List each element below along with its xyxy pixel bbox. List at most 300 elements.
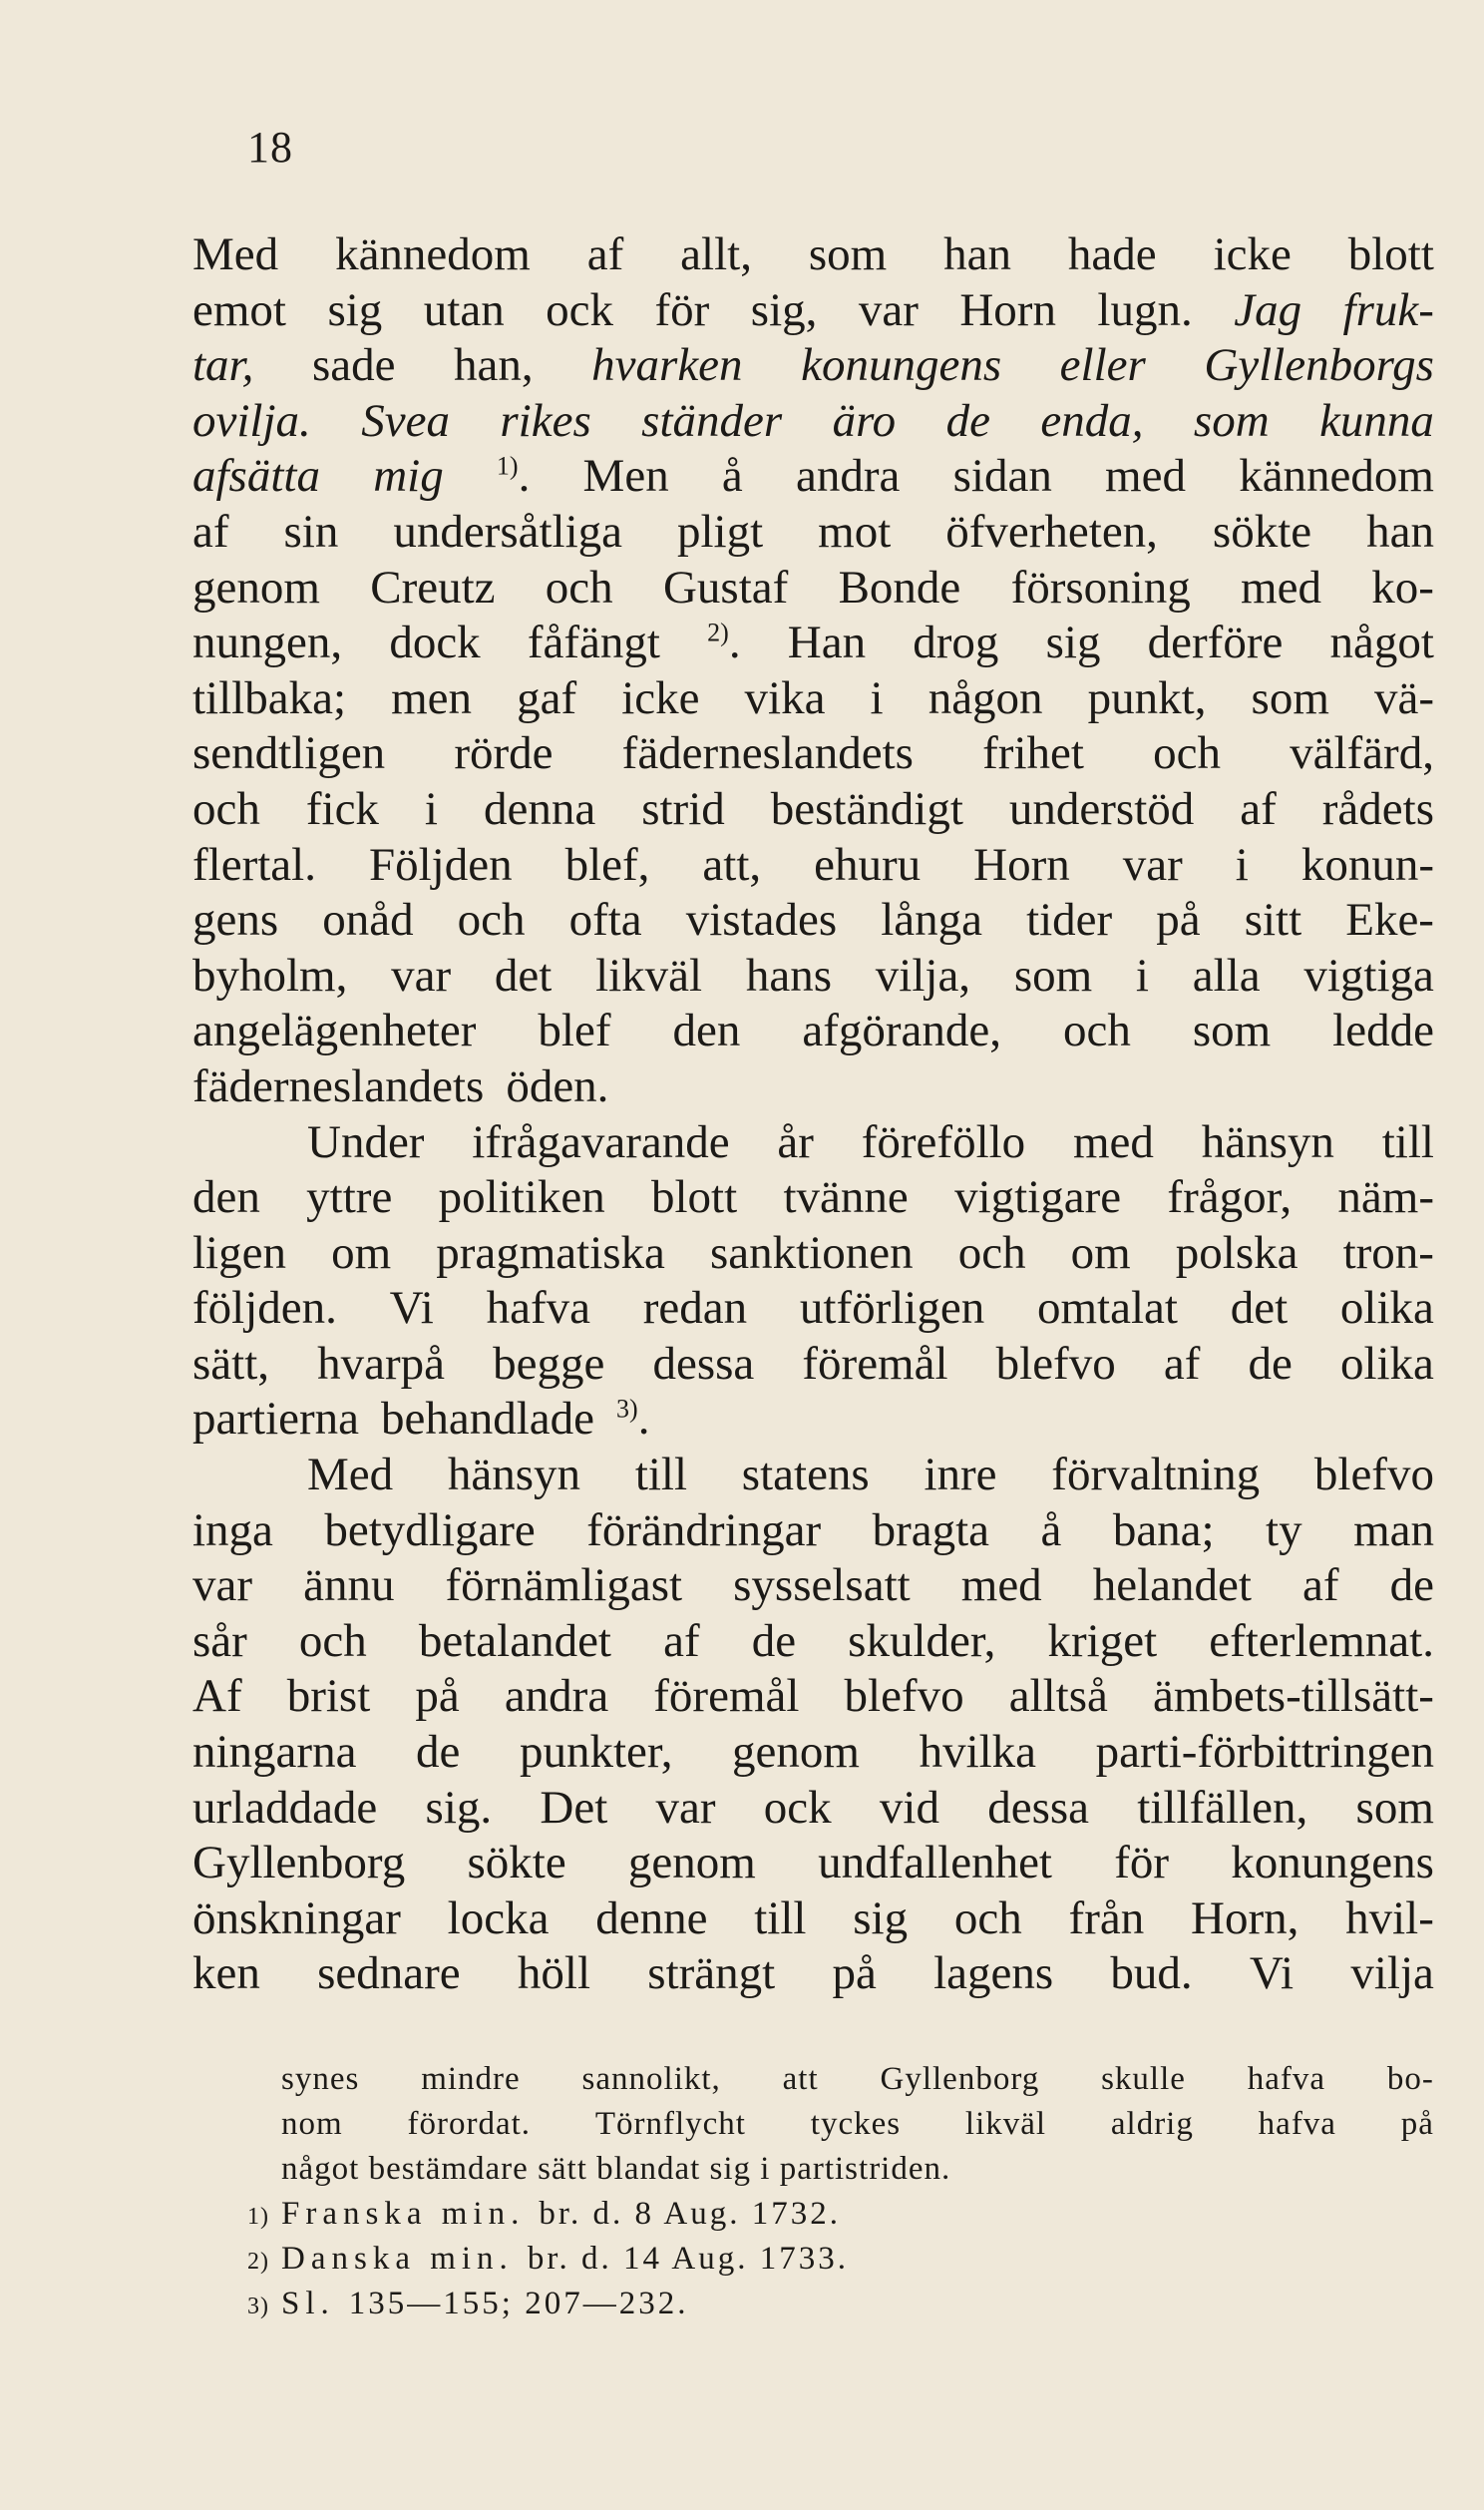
footnote — [189, 2192, 1434, 2237]
word: eller — [1059, 339, 1146, 392]
footnote-word: synes — [281, 2061, 360, 2097]
text-line — [192, 893, 1434, 949]
word: Gyllenborgs — [1204, 339, 1434, 392]
text-line — [192, 338, 1434, 394]
word: föremål — [653, 1670, 800, 1723]
word: rikes — [500, 394, 591, 447]
word: tillfällen, — [1137, 1781, 1308, 1834]
word: men — [391, 671, 473, 724]
word: hänsyn — [1201, 1115, 1334, 1168]
footnote-word: hafva — [1258, 2106, 1336, 2142]
word: statens — [741, 1449, 870, 1501]
word: i — [424, 782, 438, 835]
word: blefvo — [844, 1670, 964, 1723]
word: ofta — [568, 894, 642, 947]
word: och — [957, 1226, 1026, 1279]
word: den — [192, 1171, 260, 1224]
word: föreföllo — [861, 1115, 1026, 1168]
word: olika — [1339, 1337, 1434, 1390]
word: Eke- — [1345, 894, 1434, 947]
footnote-word: hafva — [1247, 2061, 1326, 2097]
word: af — [586, 228, 624, 280]
word: alltså — [1008, 1670, 1108, 1723]
word: icke — [621, 671, 700, 724]
word: begge — [493, 1337, 605, 1390]
word: vigtigare — [954, 1171, 1122, 1224]
word: utförligen — [799, 1282, 985, 1335]
text-line — [192, 1614, 1434, 1670]
footnote-word: mindre — [421, 2061, 521, 2097]
word: fäderneslandets — [192, 1059, 485, 1112]
word: undersåtliga — [393, 505, 623, 558]
word: den — [672, 1005, 741, 1057]
word: behandlade — [381, 1393, 595, 1446]
text-line — [192, 1891, 1434, 1947]
word: vilja — [1350, 1947, 1434, 2000]
word: sig — [853, 1891, 909, 1944]
word: på — [1156, 894, 1201, 947]
text-line — [192, 1781, 1434, 1837]
word: Vi — [389, 1282, 434, 1335]
word: partierna — [192, 1393, 360, 1446]
footnote-source: Sl. — [281, 2286, 335, 2321]
word: tillbaka; — [192, 671, 347, 724]
word: mot — [818, 505, 892, 558]
word: vid — [879, 1781, 939, 1834]
word: af — [1302, 1559, 1339, 1612]
word: till — [634, 1449, 688, 1501]
word: välfärd, — [1290, 727, 1434, 780]
text-line — [192, 1946, 1434, 2002]
word: Gustaf — [662, 561, 789, 614]
word: från — [1068, 1891, 1145, 1944]
word: af — [1163, 1337, 1201, 1390]
word: ämbets-tillsätt- — [1152, 1670, 1434, 1723]
word: skulder, — [848, 1614, 996, 1667]
word: Jag — [1234, 283, 1302, 336]
word: med — [1105, 450, 1186, 503]
footnotes — [189, 2057, 1434, 2326]
word: fäderneslandets — [621, 727, 914, 780]
word: sår — [192, 1614, 247, 1667]
word: locka — [447, 1891, 550, 1944]
word: önskningar — [192, 1891, 401, 1944]
word: och — [1153, 727, 1221, 780]
word: ännu — [303, 1559, 395, 1612]
word: tron- — [1342, 1226, 1434, 1279]
word: Men — [582, 450, 669, 503]
footnote — [189, 2282, 1434, 2326]
word: kriget — [1047, 1614, 1158, 1667]
word: fick — [305, 782, 379, 835]
footnote-line — [189, 2147, 1434, 2192]
word: likväl — [595, 949, 703, 1002]
word: sökte — [467, 1837, 566, 1889]
word: olika — [1339, 1282, 1434, 1335]
word: för — [654, 283, 710, 336]
word: andra — [796, 450, 901, 503]
word: gens — [192, 894, 279, 947]
word: Creutz — [370, 561, 496, 614]
word: Med — [307, 1449, 394, 1501]
word: om — [1070, 1226, 1131, 1279]
footnote-mark: 3) — [247, 2294, 269, 2319]
word: vilja, — [875, 949, 971, 1002]
word: rörde — [454, 727, 554, 780]
word: hade — [1067, 228, 1157, 280]
word: förnämligast — [445, 1559, 683, 1612]
word: Gyllenborg — [192, 1837, 406, 1889]
word: kännedom — [1239, 450, 1434, 503]
word: och — [953, 1891, 1022, 1944]
word: kännedom — [335, 228, 531, 280]
word: konungens — [801, 339, 1002, 392]
word: bana; — [1112, 1503, 1215, 1556]
word: bud. — [1110, 1947, 1193, 2000]
word: ock — [546, 283, 614, 336]
word: polska — [1175, 1226, 1298, 1279]
word: lugn. — [1097, 283, 1193, 336]
word: fruk- — [1342, 283, 1434, 336]
word: strid — [641, 782, 725, 835]
word: pligt — [676, 505, 764, 558]
footnote-reference: br. d. 8 Aug. 1732. — [539, 2196, 842, 2232]
word: ovilja. — [192, 394, 311, 447]
word: sin — [283, 505, 339, 558]
word: Svea — [361, 394, 450, 447]
word: och — [298, 1614, 367, 1667]
word: med — [1073, 1115, 1154, 1168]
word: långa — [881, 894, 982, 947]
word: konun- — [1300, 838, 1434, 891]
word: vika — [744, 671, 826, 724]
word: pragmatiska — [436, 1226, 665, 1279]
word: på — [832, 1947, 877, 2000]
word: omtalat — [1037, 1282, 1178, 1335]
text-line — [192, 1503, 1434, 1559]
text-line — [192, 671, 1434, 727]
word: redan — [642, 1282, 748, 1335]
word: Horn — [973, 838, 1070, 891]
word: andra — [504, 1670, 609, 1723]
word: till — [754, 1891, 807, 1944]
word: det — [494, 949, 553, 1002]
word: och — [457, 894, 526, 947]
word: frågor, — [1167, 1171, 1293, 1224]
word: konungens — [1231, 1837, 1434, 1889]
word: som — [808, 228, 888, 280]
word: fåfängt — [527, 617, 660, 669]
text-line — [192, 616, 1434, 671]
word: man — [1353, 1503, 1434, 1556]
word: tar, — [192, 339, 254, 392]
text-line — [192, 1059, 1434, 1115]
word: ifrågavarande — [472, 1115, 730, 1168]
word: blef — [538, 1005, 611, 1057]
word: genom — [732, 1726, 860, 1779]
text-line — [192, 1226, 1434, 1282]
word: ligen — [192, 1226, 286, 1279]
footnote-mark: 1) — [247, 2204, 269, 2230]
text-line — [192, 838, 1434, 894]
footnote-word: nom — [281, 2106, 343, 2142]
word: understöd — [1008, 782, 1195, 835]
word: hvarpå — [317, 1337, 446, 1390]
word: dessa — [652, 1337, 755, 1390]
word: blott — [1347, 228, 1434, 280]
text-line — [192, 1337, 1434, 1393]
word: å — [721, 450, 743, 503]
word: icke — [1213, 228, 1292, 280]
word: undfallenhet — [818, 1837, 1052, 1889]
word: lagens — [933, 1947, 1054, 2000]
word: sätt, — [192, 1337, 270, 1390]
word: afsätta — [192, 450, 320, 503]
word: genom — [192, 561, 320, 614]
word: onåd — [322, 894, 414, 947]
word: i — [1135, 949, 1149, 1002]
word: höll — [517, 1947, 591, 2000]
word: denna — [483, 782, 596, 835]
word: var — [192, 1559, 253, 1612]
word: tider — [1026, 894, 1113, 947]
word: som — [1355, 1781, 1434, 1834]
word: sig. — [425, 1781, 493, 1834]
footnote-line — [189, 2057, 1434, 2102]
word: beständigt — [770, 782, 963, 835]
word: $^{2)}$. — [707, 617, 741, 669]
word: frihet — [982, 727, 1084, 780]
text-line — [192, 1669, 1434, 1725]
word: $^{3)}$. — [616, 1393, 650, 1446]
text-line — [192, 1558, 1434, 1614]
word: alla — [1192, 949, 1261, 1002]
word: sökte — [1212, 505, 1312, 558]
footnote-source: Franska min. — [281, 2196, 526, 2232]
word: brist — [286, 1670, 371, 1723]
word: tvänne — [783, 1171, 909, 1224]
footnote-mark: 2) — [247, 2249, 269, 2275]
word: Han — [787, 617, 867, 669]
text-line — [192, 1392, 1434, 1448]
word: af — [1240, 782, 1277, 835]
word: sendtligen — [192, 727, 386, 780]
word: Följden — [368, 838, 513, 891]
word: ty — [1266, 1503, 1302, 1556]
word: mig — [373, 450, 444, 503]
word: kunna — [1319, 394, 1434, 447]
word: blef, — [564, 838, 650, 891]
word: urladdade — [192, 1781, 378, 1834]
text-line — [192, 394, 1434, 450]
text-line — [192, 1281, 1434, 1337]
word: punkter, — [520, 1726, 673, 1779]
footnote-line — [189, 2102, 1434, 2147]
text-line — [192, 726, 1434, 782]
word: Horn — [959, 283, 1056, 336]
footnote-word: sannolikt, — [581, 2061, 721, 2097]
word: de — [751, 1614, 797, 1667]
word: hans — [745, 949, 833, 1002]
word: enda, — [1040, 394, 1144, 447]
word: som — [1193, 394, 1270, 447]
word: parti-förbittringen — [1095, 1726, 1434, 1779]
word: hvil- — [1345, 1891, 1434, 1944]
word: och — [192, 782, 260, 835]
word: af — [192, 505, 229, 558]
word: afgörande, — [802, 1005, 1001, 1057]
word: de — [1389, 1559, 1434, 1612]
word: sednare — [317, 1947, 461, 2000]
word: strängt — [647, 1947, 776, 2000]
word: som — [1251, 671, 1329, 724]
word: betalandet — [418, 1614, 611, 1667]
footnote-word: på — [1400, 2106, 1434, 2142]
word: sysselsatt — [733, 1559, 911, 1612]
word: dessa — [987, 1781, 1090, 1834]
word: något — [1329, 617, 1434, 669]
word: ningarna — [192, 1726, 357, 1779]
word: $^{1)}$. — [496, 450, 531, 503]
word: Med — [192, 228, 279, 280]
word: i — [870, 671, 884, 724]
word: förändringar — [586, 1503, 822, 1556]
word: han, — [454, 339, 534, 392]
word: denne — [595, 1891, 708, 1944]
footnote-word: Törnflycht — [594, 2106, 746, 2142]
footnote-word: skulle — [1101, 2061, 1186, 2097]
word: till — [1381, 1115, 1434, 1168]
word: vä- — [1373, 671, 1434, 724]
word: som — [1013, 949, 1093, 1002]
footnote — [189, 2237, 1434, 2282]
word: försoning — [1010, 561, 1191, 614]
word: drog — [913, 617, 999, 669]
word: var — [1122, 838, 1183, 891]
word: flertal. — [192, 838, 316, 891]
word: de — [1248, 1337, 1293, 1390]
word: blott — [651, 1171, 738, 1224]
word: Under — [307, 1115, 425, 1168]
word: angelägenheter — [192, 1005, 477, 1057]
word: med — [960, 1559, 1042, 1612]
word: Bonde — [838, 561, 961, 614]
footnote-word: tyckes — [810, 2106, 902, 2142]
word: å — [1040, 1503, 1062, 1556]
word: näm- — [1337, 1171, 1434, 1224]
word: hafva — [486, 1282, 590, 1335]
footnote-word: förordat. — [407, 2106, 532, 2142]
word: af — [663, 1614, 700, 1667]
word: blefvo — [995, 1337, 1116, 1390]
text-line — [192, 227, 1434, 283]
word: som — [1192, 1005, 1272, 1057]
text-line — [192, 1725, 1434, 1781]
word: hvarken — [591, 339, 743, 392]
word: öden. — [506, 1059, 609, 1112]
word: ständer — [641, 394, 783, 447]
word: sanktionen — [709, 1226, 914, 1279]
word: år — [777, 1115, 814, 1168]
word: ehuru — [814, 838, 922, 891]
word: efterlemnat. — [1209, 1614, 1434, 1667]
word: emot — [192, 283, 286, 336]
word: sig — [327, 283, 383, 336]
footnote-reference: 135—155; 207—232. — [348, 2286, 689, 2321]
footnote-word: aldrig — [1110, 2106, 1194, 2142]
word: Vi — [1249, 1947, 1295, 2000]
word: helandet — [1092, 1559, 1252, 1612]
word: han — [1366, 505, 1434, 558]
word: om — [331, 1226, 392, 1279]
page-number: 18 — [247, 123, 293, 172]
word: yttre — [306, 1171, 393, 1224]
word: dock — [389, 617, 481, 669]
word: inga — [192, 1503, 273, 1556]
word: betydligare — [324, 1503, 536, 1556]
footnote-reference: br. d. 14 Aug. 1733. — [527, 2241, 849, 2277]
word: byholm, — [192, 949, 348, 1002]
text-line — [192, 505, 1434, 561]
word: punkt, — [1087, 671, 1207, 724]
word: inre — [924, 1449, 997, 1501]
footnote-word: något bestämdare sätt blandat sig i partistriden. — [281, 2151, 951, 2187]
text-line — [192, 1004, 1434, 1059]
word: vistades — [685, 894, 838, 947]
word: sitt — [1244, 894, 1302, 947]
word: att, — [702, 838, 762, 891]
word: någon — [928, 671, 1043, 724]
text-line — [192, 1170, 1434, 1226]
text-line — [192, 561, 1434, 617]
word: Det — [540, 1781, 608, 1834]
word: genom — [627, 1837, 756, 1889]
word: sidan — [952, 450, 1052, 503]
word: öfverheten, — [945, 505, 1158, 558]
word: allt, — [680, 228, 752, 280]
word: och — [1062, 1005, 1131, 1057]
word: gaf — [517, 671, 577, 724]
footnote-word: bo- — [1386, 2061, 1434, 2097]
text-line — [192, 782, 1434, 838]
word: på — [415, 1670, 460, 1723]
word: ko- — [1371, 561, 1434, 614]
word: rådets — [1321, 782, 1434, 835]
word: de — [945, 394, 990, 447]
word: äro — [832, 394, 897, 447]
word: var — [391, 949, 452, 1002]
text-line — [192, 949, 1434, 1005]
word: ock — [763, 1781, 832, 1834]
word: med — [1241, 561, 1321, 614]
footnote-word: Gyllenborg — [880, 2061, 1040, 2097]
word: han — [943, 228, 1012, 280]
word: sig, — [750, 283, 818, 336]
word: ken — [192, 1947, 260, 2000]
word: för — [1114, 1837, 1170, 1889]
word: det — [1230, 1282, 1289, 1335]
word: blefvo — [1313, 1449, 1434, 1501]
text-line — [192, 1115, 1434, 1171]
word: hvilka — [919, 1726, 1037, 1779]
word: var — [655, 1781, 716, 1834]
word: föremål — [802, 1337, 948, 1390]
word: sade — [311, 339, 396, 392]
text-line — [192, 1836, 1434, 1891]
word: nungen, — [192, 617, 343, 669]
word: de — [416, 1726, 461, 1779]
footnote-word: likväl — [964, 2106, 1047, 2142]
